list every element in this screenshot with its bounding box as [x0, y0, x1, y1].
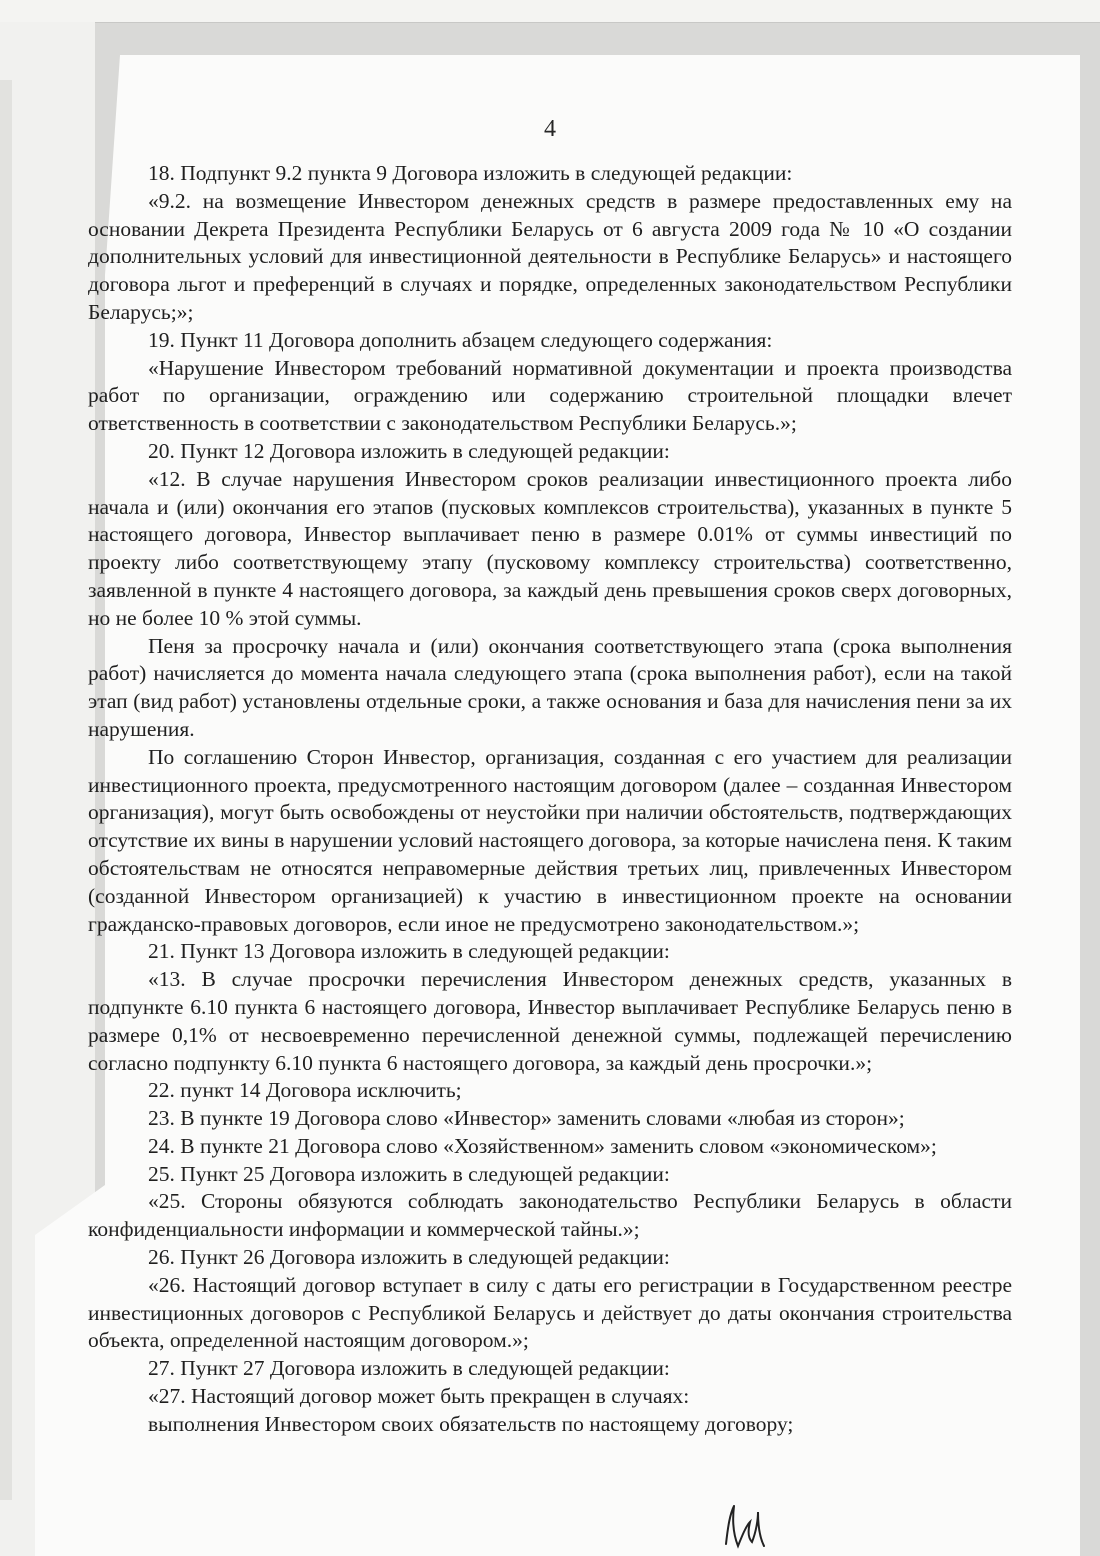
- paragraph-item-20: 20. Пункт 12 Договора изложить в следующей редакции:: [148, 438, 670, 463]
- paragraph-agreement: По соглашению Сторон Инвестор, организация, созданная с его участием для реализации инвестиционного проекта, предусмотренного настоящим договором (далее – созданная Инвестором организация), могут быть освобождены от неустойки при наличии обстоятельств, подтверждающих отсутствие их вины в нарушении условий настоящего договора, за которые начислена пеня. К таким обстоятельствам не относятся неправомерные действия третьих лиц, привлеченных Инвестором (созданной Инвестором организацией) к участию в инвестиционном проекте на основании гражданско-правовых договоров, если иное не предусмотрено законодательством.»;: [88, 744, 1012, 936]
- paragraph-item-21: 21. Пункт 13 Договора изложить в следующей редакции:: [148, 939, 670, 964]
- paragraph-text-26: «26. Настоящий договор вступает в силу с даты его регистрации в Государственном реестре инвестиционных договоров с Республикой Беларусь и действует до даты окончания строительства объекта, определенной настоящим договором.»;: [88, 1272, 1012, 1353]
- paragraph-penalty: Пеня за просрочку начала и (или) окончания соответствующего этапа (срока выполнения работ) начисляется до момента начала следующего этапа (срока выполнения работ), если на такой этап (вид работ) установлены отдельные сроки, а также основания и база для начисления пени за их нарушения.: [88, 633, 1012, 741]
- paragraph-text-27: «27. Настоящий договор может быть прекращен в случаях:: [148, 1384, 690, 1409]
- scan-top-edge: [0, 0, 1100, 23]
- paragraph-text-12: «12. В случае нарушения Инвестором сроков реализации инвестиционного проекта либо начала и (или) окончания его этапов (пусковых комплексов строительства), указанных в пункте 5 настоящего договора, Инвестор выплачивает пеню в размере 0.01% от суммы инвестиций по проекту либо соответствующему этапу (пусковому комплексу строительства) соответственно, заявленной в пункте 4 настоящего договора, за каждый день превышения сроков сверх договорных, но не более 10 % этой суммы.: [88, 466, 1012, 630]
- scan-left-shadow: [0, 80, 12, 1500]
- paragraph-item-18: 18. Подпункт 9.2 пункта 9 Договора изложить в следующей редакции:: [148, 161, 793, 185]
- paragraph-item-26: 26. Пункт 26 Договора изложить в следующей редакции:: [148, 1245, 670, 1270]
- page-number: 4: [544, 116, 556, 142]
- paragraph-text-27-case: выполнения Инвестором своих обязательств по настоящему договору;: [148, 1411, 794, 1436]
- paragraph-item-23: 23. В пункте 19 Договора слово «Инвестор» заменить словами «любая из сторон»;: [148, 1106, 905, 1131]
- paragraph-text-25: «25. Стороны обязуются соблюдать законодательство Республики Беларусь в области конфиденциальности информации и коммерческой тайны.»;: [88, 1189, 1012, 1242]
- paragraph-text-9-2: «9.2. на возмещение Инвестором денежных средств в размере предоставленных ему на основании Декрета Президента Республики Беларусь от 6 августа 2009 года № 10 «О создании дополнительных условий для инвестиционной деятельности в Республике Беларусь» и настоящего договора льгот и преференций в случаях и порядке, определенных законодательством Республики Беларусь;»;: [88, 188, 1012, 324]
- document-body: [88, 160, 1012, 1439]
- signature-mark: [712, 1496, 782, 1556]
- paragraph-item-22: 22. пункт 14 Договора исключить;: [148, 1078, 462, 1103]
- paragraph-item-25: 25. Пункт 25 Договора изложить в следующей редакции:: [148, 1161, 670, 1186]
- paragraph-item-19: 19. Пункт 11 Договора дополнить абзацем следующего содержания:: [148, 327, 773, 352]
- paragraph-text-11: «Нарушение Инвестором требований нормативной документации и проекта производства работ по организации, ограждению или содержанию строительной площадки влечет ответственность в соответствии с законодательством Республики Беларусь.»;: [88, 355, 1012, 436]
- paragraph-item-27: 27. Пункт 27 Договора изложить в следующей редакции:: [148, 1356, 670, 1381]
- paragraph-text-13: «13. В случае просрочки перечисления Инвестором денежных средств, указанных в подпункте 6.10 пункта 6 настоящего договора, Инвестор выплачивает Республике Беларусь пеню в размере 0,1% от несвоевременно перечисленной денежной суммы, подлежащей перечислению согласно подпункту 6.10 пункта 6 настоящего договора, за каждый день просрочки.»;: [88, 967, 1012, 1075]
- paragraph-item-24: 24. В пункте 21 Договора слово «Хозяйственном» заменить словом «экономическом»;: [148, 1133, 937, 1158]
